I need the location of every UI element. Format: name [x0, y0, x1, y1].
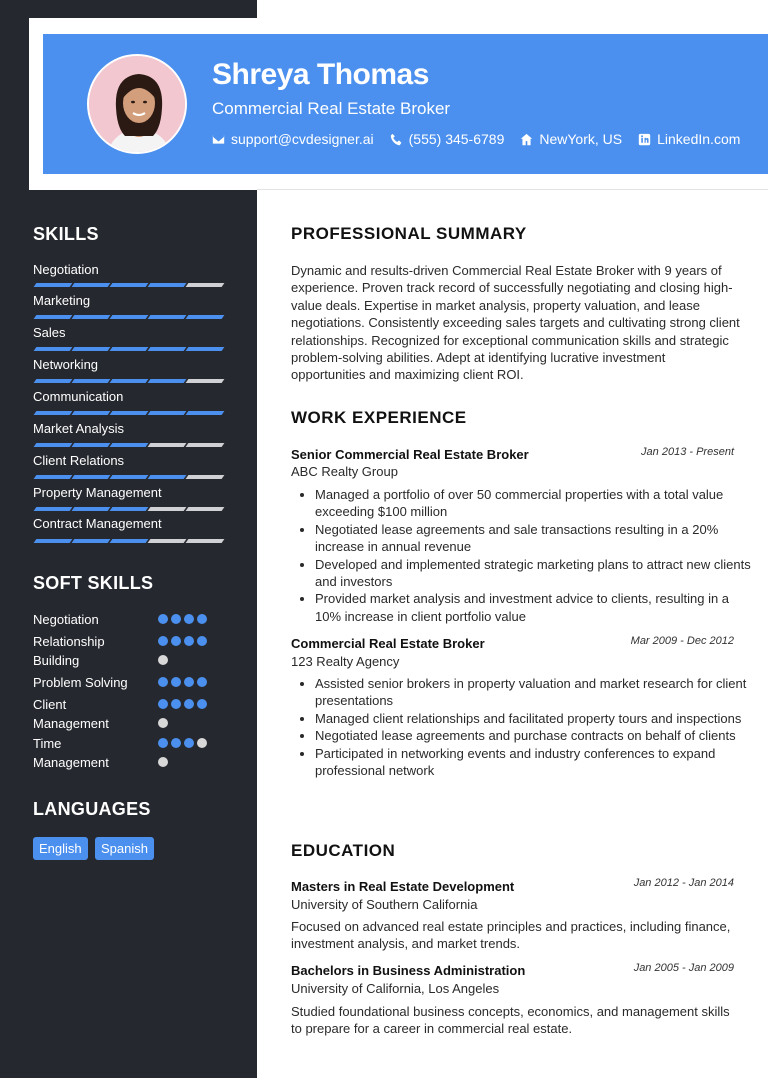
soft-skill-dot	[184, 738, 194, 748]
skill-bar-segment	[110, 315, 149, 319]
contact-phone[interactable]	[390, 131, 505, 147]
skill-bar-segment	[34, 379, 73, 383]
skill-bar	[33, 283, 223, 288]
skill-bar-segment	[186, 539, 225, 543]
skill-bar-segment	[72, 379, 111, 383]
skill-bar-segment	[110, 411, 149, 415]
soft-skill-dot	[158, 614, 168, 624]
skill-bar-segment	[72, 539, 111, 543]
skill-label: Client Relations	[33, 453, 125, 468]
soft-skills-heading: SOFT SKILLS	[33, 573, 154, 593]
skill-bar	[33, 539, 223, 544]
skill-label: Contract Management	[33, 516, 162, 531]
job-title: Commercial Real Estate Broker	[291, 636, 485, 651]
contact-email[interactable]	[212, 131, 374, 147]
skill-bar	[33, 475, 223, 480]
soft-skill-dot	[171, 738, 181, 748]
soft-skill-dot	[158, 636, 168, 646]
skill-bar-segment	[186, 443, 225, 447]
soft-skill-dot	[197, 738, 207, 748]
skill-bar-segment	[110, 347, 149, 351]
soft-skill-label: Negotiation	[33, 612, 99, 627]
soft-skill-label: Time Management	[33, 736, 109, 770]
home-icon	[520, 133, 533, 146]
contact-row	[212, 131, 740, 147]
skill-bar-segment	[186, 315, 225, 319]
skill-bar-segment	[110, 475, 149, 479]
job-company: 123 Realty Agency	[291, 654, 400, 669]
soft-skill-dot	[184, 699, 194, 709]
soft-skill-dots	[158, 677, 207, 687]
phone-icon	[390, 133, 403, 146]
edu-degree: Bachelors in Business Administration	[291, 963, 526, 978]
contact-linkedin-text: LinkedIn.com	[657, 131, 741, 147]
skills-heading: SKILLS	[33, 224, 99, 244]
edu-school: University of California, Los Angeles	[291, 981, 500, 996]
edu-description: Focused on advanced real estate principles and practices, including finance, investment analysis, and market trends.	[291, 919, 731, 952]
summary-text: Dynamic and results-driven Commercial Real Estate Broker with 9 years of experience. Proven track record of successfully negotiating and closing high-value deals. Expertise in market analysis, property valuation, and lease negotiations. Consistently exceeding sales targets and cultivating strong client relationships. Recognized for exceptional communication skills and strategic problem-solving abilities. Adept at identifying lucrative investment opportunities and maximizing client ROI.	[291, 263, 740, 383]
soft-skill-dot	[171, 614, 181, 624]
skill-bar	[33, 443, 223, 448]
language-badge-english: English	[33, 837, 88, 860]
candidate-title: Commercial Real Estate Broker	[212, 99, 451, 118]
skill-bar-segment	[72, 443, 111, 447]
skill-bar-segment	[186, 283, 225, 287]
education-heading: EDUCATION	[291, 841, 396, 860]
skill-bar-segment	[186, 475, 225, 479]
job-dates: Mar 2009 - Dec 2012	[630, 635, 734, 647]
skill-bar-segment	[110, 507, 149, 511]
soft-skill-dot	[158, 718, 168, 728]
skill-bar-segment	[34, 283, 73, 287]
skill-bar-segment	[72, 347, 111, 351]
soft-skill-label: Relationship Building	[33, 634, 105, 668]
skill-bar	[33, 315, 223, 320]
skill-bar-segment	[72, 475, 111, 479]
edu-dates: Jan 2005 - Jan 2009	[633, 962, 734, 974]
soft-skill-dots	[158, 699, 208, 728]
experience-heading: WORK EXPERIENCE	[291, 408, 467, 427]
job-bullet: • Managed client relationships and facilitated property tours and inspections	[315, 710, 755, 727]
skill-bar-segment	[148, 475, 187, 479]
skill-bar	[33, 379, 223, 384]
contact-email-text: support@cvdesigner.ai	[231, 131, 374, 147]
job-bullet: • Negotiated lease agreements and purchase contracts on behalf of clients	[315, 727, 755, 744]
avatar-portrait-icon	[89, 56, 187, 154]
skill-bar-segment	[72, 411, 111, 415]
job-bullets	[297, 675, 755, 779]
soft-skill-dot	[197, 614, 207, 624]
skill-bar-segment	[186, 347, 225, 351]
skill-bar-segment	[148, 379, 187, 383]
soft-skill-label: Client Management	[33, 697, 109, 731]
soft-skill-dot	[197, 699, 207, 709]
contact-location	[520, 131, 622, 147]
skill-bar	[33, 347, 223, 352]
skill-bar-segment	[72, 283, 111, 287]
linkedin-icon	[638, 133, 651, 146]
skill-bar-segment	[110, 379, 149, 383]
skill-bar-segment	[110, 539, 149, 543]
skill-bar-segment	[110, 283, 149, 287]
avatar	[87, 54, 187, 154]
skill-bar-segment	[34, 411, 73, 415]
soft-skill-label: Problem Solving	[33, 675, 128, 690]
skill-label: Property Management	[33, 485, 162, 500]
soft-skill-dots	[158, 738, 208, 767]
job-bullet: • Managed a portfolio of over 50 commercial properties with a total value exceeding $100 million	[315, 486, 755, 521]
soft-skill-dot	[158, 699, 168, 709]
skill-bar-segment	[148, 539, 187, 543]
skill-bar-segment	[186, 379, 225, 383]
soft-skill-dot	[197, 636, 207, 646]
edu-description: Studied foundational business concepts, economics, and management skills to prepare for a career in commercial real estate.	[291, 1004, 730, 1037]
skill-bar-segment	[34, 347, 73, 351]
languages-heading: LANGUAGES	[33, 799, 151, 819]
soft-skill-dot	[158, 677, 168, 687]
job-dates: Jan 2013 - Present	[641, 446, 734, 458]
soft-skill-dot	[184, 677, 194, 687]
job-bullets	[297, 486, 755, 625]
soft-skill-dot	[158, 757, 168, 767]
skill-label: Negotiation	[33, 262, 99, 277]
soft-skill-dot	[171, 677, 181, 687]
contact-linkedin[interactable]	[638, 131, 740, 147]
skill-bar-segment	[34, 315, 73, 319]
skill-label: Sales	[33, 325, 66, 340]
skill-bar-segment	[148, 347, 187, 351]
skill-label: Marketing	[33, 293, 91, 308]
skill-label: Networking	[33, 357, 99, 372]
skill-bar-segment	[34, 443, 73, 447]
skill-bar-segment	[186, 411, 225, 415]
skill-bar-segment	[148, 315, 187, 319]
soft-skill-dot	[158, 655, 168, 665]
header-divider	[257, 189, 768, 190]
job-title: Senior Commercial Real Estate Broker	[291, 447, 529, 462]
soft-skill-dots	[158, 636, 208, 665]
skill-bar-segment	[148, 443, 187, 447]
skill-label: Communication	[33, 389, 124, 404]
skill-bar-segment	[148, 411, 187, 415]
summary-heading: PROFESSIONAL SUMMARY	[291, 224, 527, 243]
soft-skill-dot	[171, 699, 181, 709]
language-badge-spanish: Spanish	[95, 837, 154, 860]
skill-bar-segment	[34, 507, 73, 511]
job-bullet: • Provided market analysis and investment advice to clients, resulting in a 10% increase in client portfolio value	[315, 590, 755, 625]
contact-phone-text: (555) 345-6789	[408, 131, 505, 147]
soft-skill-dot	[197, 677, 207, 687]
soft-skill-dot	[184, 636, 194, 646]
job-bullet: • Assisted senior brokers in property valuation and market research for client presentations	[315, 675, 755, 710]
job-bullet: • Negotiated lease agreements and sale transactions resulting in a 20% increase in annual revenue	[315, 521, 755, 556]
job-bullet: • Participated in networking events and industry conferences to expand professional network	[315, 745, 755, 780]
soft-skill-dots	[158, 614, 207, 624]
skill-bar-segment	[34, 539, 73, 543]
skill-bar-segment	[148, 507, 187, 511]
envelope-icon	[212, 133, 225, 146]
soft-skill-dot	[158, 738, 168, 748]
skill-bar	[33, 411, 223, 416]
job-bullet: • Developed and implemented strategic marketing plans to attract new clients and investors	[315, 556, 755, 591]
skill-label: Market Analysis	[33, 421, 125, 436]
skill-bar-segment	[72, 315, 111, 319]
edu-degree: Masters in Real Estate Development	[291, 879, 515, 894]
soft-skill-dot	[171, 636, 181, 646]
edu-dates: Jan 2012 - Jan 2014	[633, 877, 734, 889]
skill-bar-segment	[186, 507, 225, 511]
skill-bar	[33, 507, 223, 512]
skill-bar-segment	[148, 283, 187, 287]
job-company: ABC Realty Group	[291, 464, 398, 479]
edu-school: University of Southern California	[291, 897, 478, 912]
skill-bar-segment	[34, 475, 73, 479]
soft-skill-dot	[184, 614, 194, 624]
candidate-name: Shreya Thomas	[212, 58, 429, 91]
contact-location-text: NewYork, US	[539, 131, 623, 147]
skill-bar-segment	[72, 507, 111, 511]
skill-bar-segment	[110, 443, 149, 447]
